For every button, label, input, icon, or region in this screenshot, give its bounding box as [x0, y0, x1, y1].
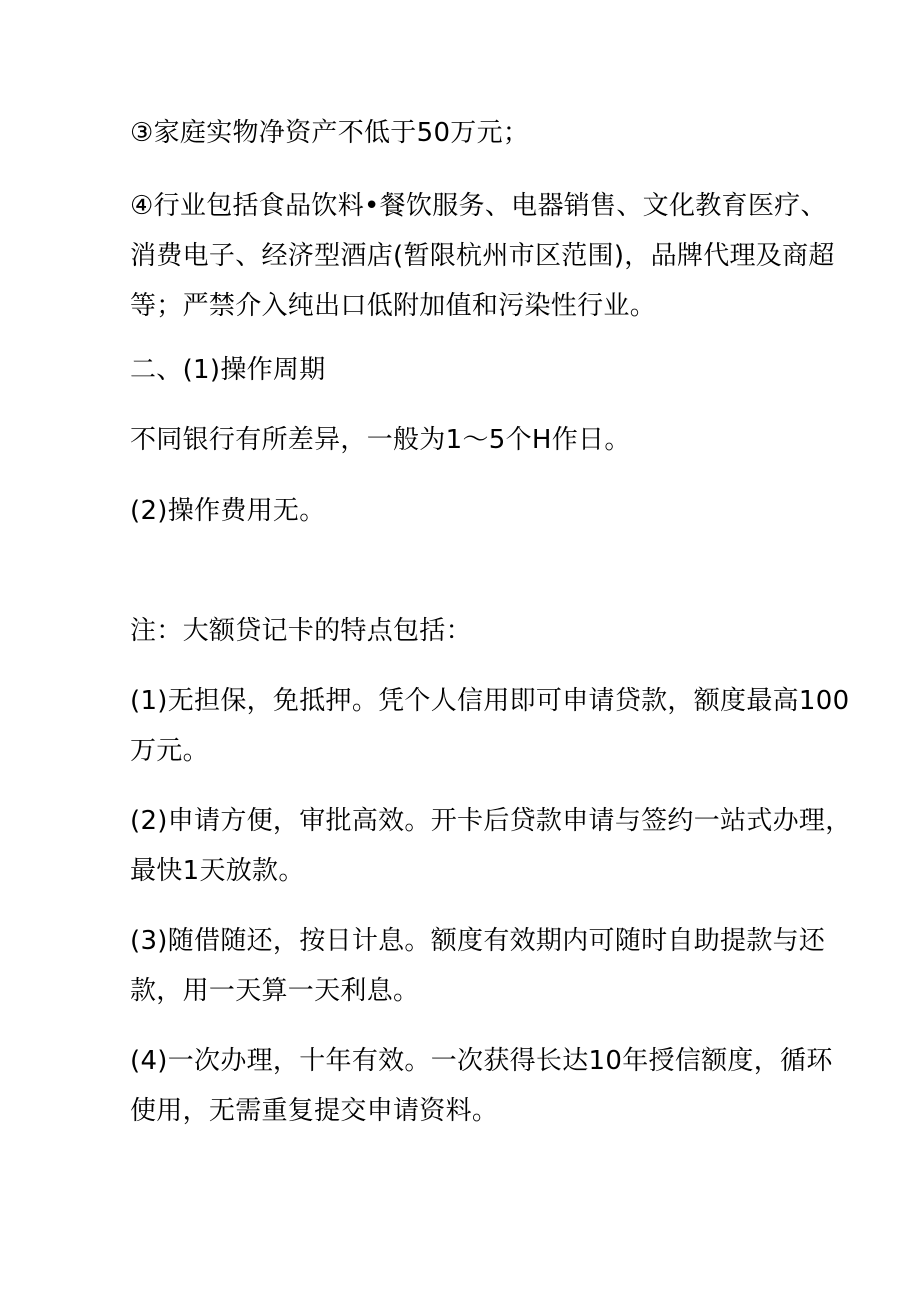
- text-line: 不同银行有所差异，一般为1〜5个H作日。: [130, 425, 631, 455]
- text-line: 注：大额贷记卡的特点包括：: [130, 616, 472, 646]
- text-line: (2)申请方便，审批高效。开卡后贷款申请与签约一站式办理，: [130, 806, 852, 836]
- paragraph-operation-fee: [130, 486, 800, 536]
- feature-item-1: [130, 676, 850, 776]
- paragraph-industries: [130, 181, 835, 331]
- text-line: ④行业包括食品饮料•餐饮服务、电器销售、文化教育医疗、: [130, 191, 827, 221]
- feature-item-4: [130, 1036, 833, 1136]
- feature-item-3: [130, 916, 826, 1016]
- text-line: (3)随借随还，按日计息。额度有效期内可随时自助提款与还: [130, 926, 826, 956]
- paragraph-net-assets: [130, 108, 800, 158]
- text-line: 等；严禁介入纯出口低附加值和污染性行业。: [130, 291, 657, 321]
- text-line: 款，用一天算一天利息。: [130, 976, 420, 1006]
- text-line: (1)无担保，免抵押。凭个人信用即可申请贷款，额度最高100: [130, 686, 850, 716]
- text-line: 最快1天放款。: [130, 856, 305, 886]
- text-line: (4)一次办理，十年有效。一次获得长达10年授信额度，循环: [130, 1046, 833, 1076]
- feature-item-2: [130, 796, 852, 896]
- text-line: 消费电子、经济型酒店(暂限杭州市区范围)，品牌代理及商超: [130, 241, 835, 271]
- paragraph-cycle-detail: [130, 415, 800, 465]
- text-line: 二、(1)操作周期: [130, 355, 326, 385]
- text-line: 使用，无需重复提交申请资料。: [130, 1096, 499, 1126]
- section-heading-operation-cycle: [130, 345, 800, 395]
- text-line: ③家庭实物净资产不低于50万元；: [130, 118, 530, 148]
- note-heading: [130, 606, 800, 656]
- text-line: 万元。: [130, 736, 209, 766]
- text-line: (2)操作费用无。: [130, 496, 326, 526]
